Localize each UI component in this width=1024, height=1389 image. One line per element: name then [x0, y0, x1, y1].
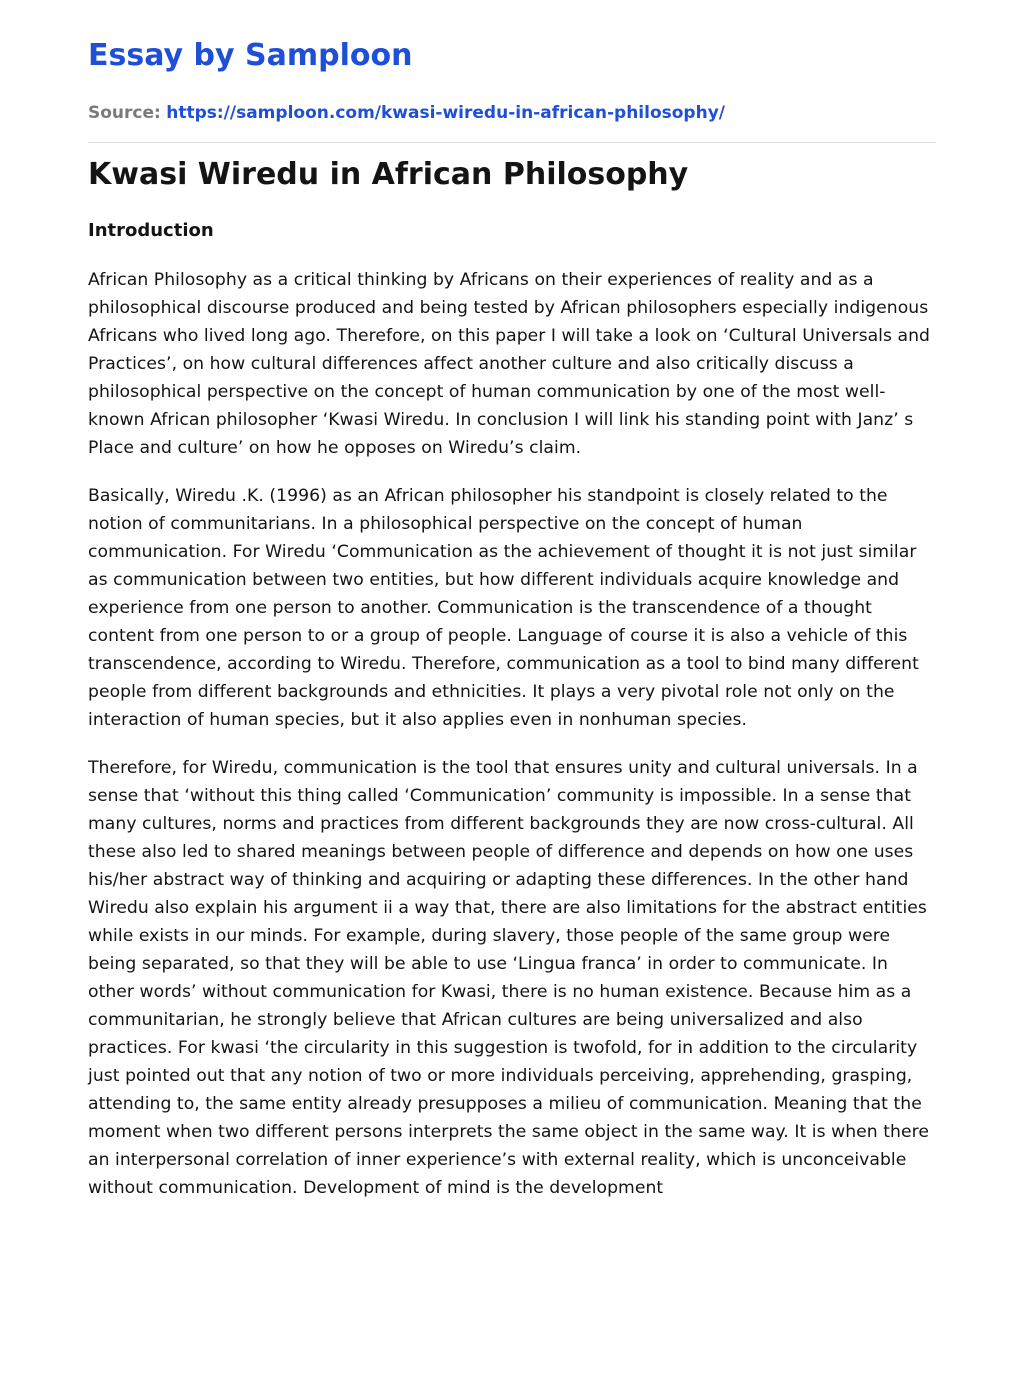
paragraph-1: African Philosophy as a critical thinking by Africans on their experiences of reality and as a philosophical discourse produced and being tested by African philosophers especially indigenous Africans who lived long ago. Therefore, on this paper I will take a look on ‘Cultural Universals and Practices’, on how cultural differences affect another culture and also critically discuss a philosophical perspective on the concept of human communication by one of the most well-known African philosopher ‘Kwasi Wiredu. In conclusion I will link his standing point with Janz’ s Place and culture’ on how he opposes on Wiredu’s claim. [88, 270, 931, 458]
source-label: Source: [88, 103, 161, 123]
section-heading: Introduction [88, 220, 214, 241]
source-line [88, 102, 725, 124]
article-body [88, 266, 938, 1222]
source-link[interactable]: https://samploon.com/kwasi-wiredu-in-african-philosophy/ [166, 103, 725, 123]
paragraph-3: Therefore, for Wiredu, communication is the tool that ensures unity and cultural universals. In a sense that ‘without this thing called ‘Communication’ community is impossible. In a sense that many cultures, norms and practices from different backgrounds they are now cross-cultural. All these also led to shared meanings between people of difference and depends on how one uses his/her abstract way of thinking and acquiring or adapting these differences. In the other hand Wiredu also explain his argument ii a way that, there are also limitations for the abstract entities while exists in our minds. For example, during slavery, those people of the same group were being separated, so that they will be able to use ‘Lingua franca’ in order to communicate. In other words’ without communication for Kwasi, there is no human existence. Because him as a communitarian, he strongly believe that African cultures are being universalized and also practices. For kwasi ‘the circularity in this suggestion is twofold, for in addition to the circularity just pointed out that any notion of two or more individuals perceiving, apprehending, grasping, attending to, the same entity already presupposes a milieu of communication. Meaning that the moment when two different persons interprets the same object in the same way. It is when there an interpersonal correlation of inner experience’s with external reality, which is unconceivable without communication. Development of mind is the development [88, 758, 929, 1198]
header-divider [88, 142, 936, 143]
article-title: Kwasi Wiredu in African Philosophy [88, 157, 689, 192]
paragraph-2: Basically, Wiredu .K. (1996) as an African philosopher his standpoint is closely related to the notion of communitarians. In a philosophical perspective on the concept of human communication. For Wiredu ‘Communication as the achievement of thought it is not just similar as communication between two entities, but how different individuals acquire knowledge and experience from one person to another. Communication is the transcendence of a thought content from one person to or a group of people. Language of course it is also a vehicle of this transcendence, according to Wiredu. Therefore, communication as a tool to bind many different people from different backgrounds and ethnicities. It plays a very pivotal role not only on the interaction of human species, but it also applies even in nonhuman species. [88, 486, 919, 730]
brand-title: Essay by Samploon [88, 38, 413, 73]
